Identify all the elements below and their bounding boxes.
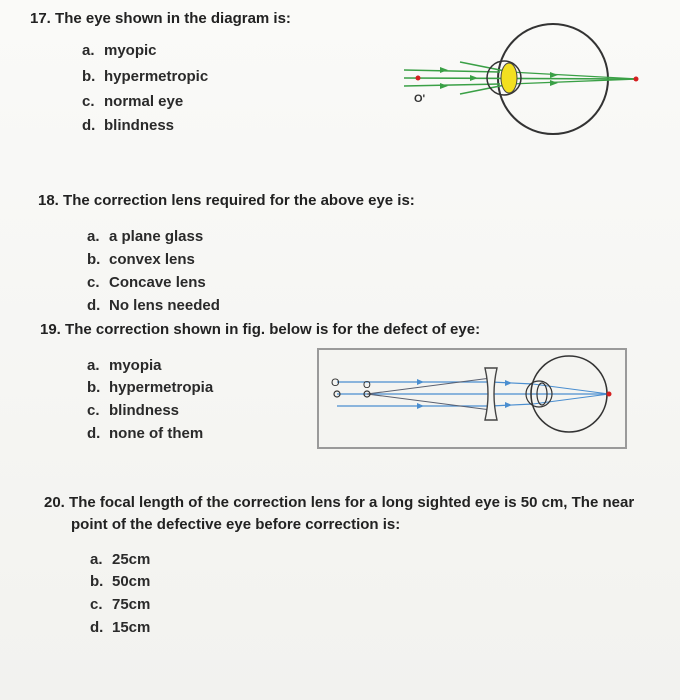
ray	[533, 384, 609, 394]
arrow-mark	[505, 402, 512, 408]
near-point-dot	[416, 76, 421, 81]
eye-diagram-17	[400, 22, 650, 142]
option-20d[interactable]: d. 15cm	[90, 619, 151, 636]
option-19b[interactable]: b. hypermetropia	[87, 379, 214, 396]
arrow-mark	[505, 380, 512, 386]
option-18d[interactable]: d. No lens needed	[87, 297, 220, 314]
ray	[367, 394, 491, 410]
ray	[404, 84, 500, 86]
question-text-line2: point of the defective eye before correction is:	[71, 516, 401, 533]
question-text: The correction shown in fig. below is for the defect of eye:	[65, 321, 481, 338]
arrow-mark	[550, 80, 558, 86]
question-18	[38, 190, 415, 212]
arrow-mark	[550, 72, 558, 78]
correction-diagram-19	[319, 350, 623, 445]
arrow-mark	[417, 403, 424, 409]
arrow-mark	[470, 75, 478, 81]
ray	[367, 378, 491, 394]
option-18a[interactable]: a. a plane glass	[87, 228, 204, 245]
option-19a[interactable]: a. myopia	[87, 357, 162, 374]
option-17b[interactable]: b. hypermetropic	[82, 68, 209, 85]
question-text: The correction lens required for the above eye is:	[63, 192, 415, 209]
question-number: 18.	[38, 192, 59, 209]
question-number: 19.	[40, 321, 61, 338]
option-20c[interactable]: c. 75cm	[90, 596, 151, 613]
option-19c[interactable]: c. blindness	[87, 402, 180, 419]
figure-label-o2: O	[363, 380, 371, 391]
ray	[404, 70, 500, 72]
question-number: 20.	[44, 494, 65, 511]
option-17a[interactable]: a. myopic	[82, 42, 157, 59]
option-19d[interactable]: d. none of them	[87, 425, 204, 442]
ray	[533, 394, 609, 404]
question-number: 17.	[30, 10, 51, 27]
option-20b[interactable]: b. 50cm	[90, 573, 151, 590]
question-text: The eye shown in the diagram is:	[55, 10, 291, 27]
question-19	[40, 319, 480, 341]
ray	[510, 79, 638, 84]
figure-label-o-prime: O'	[414, 93, 426, 105]
figure-label-o1: O	[331, 377, 340, 389]
option-20a[interactable]: a. 25cm	[90, 551, 151, 568]
question-text-line1: The focal length of the correction lens for a long sighted eye is 50 cm, The near	[69, 494, 635, 511]
retina-focus-dot	[634, 77, 639, 82]
option-18b[interactable]: b. convex lens	[87, 251, 195, 268]
eye-lens	[501, 63, 517, 93]
arrow-mark	[417, 379, 424, 385]
option-17c[interactable]: c. normal eye	[82, 93, 184, 110]
arrow-mark	[440, 83, 448, 89]
arrow-mark	[440, 67, 448, 73]
question-20	[44, 492, 644, 536]
question-17	[30, 8, 291, 30]
retina-focus-dot	[607, 392, 612, 397]
option-18c[interactable]: c. Concave lens	[87, 274, 206, 291]
option-17d[interactable]: d. blindness	[82, 117, 175, 134]
